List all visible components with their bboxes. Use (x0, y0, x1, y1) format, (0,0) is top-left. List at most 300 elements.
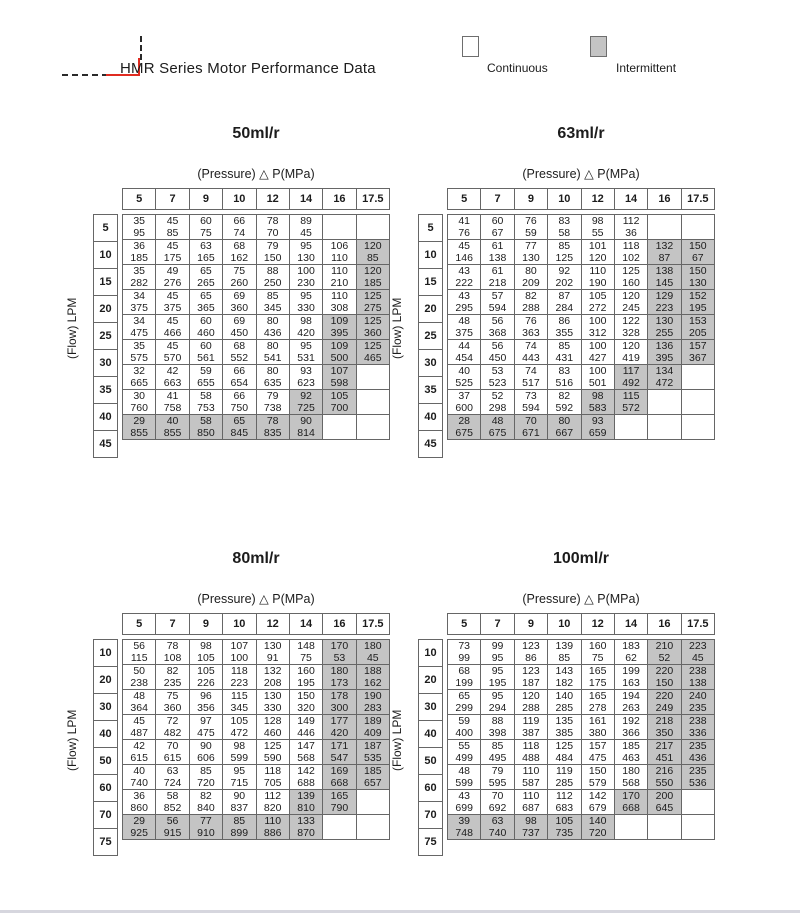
data-cell-continuous (155, 639, 189, 665)
cell-top-value: 48 (133, 690, 146, 702)
data-cell-continuous (480, 239, 514, 265)
cell-bottom-value: 173 (330, 677, 349, 689)
cell-bottom-value: 454 (455, 352, 473, 364)
cell-top-value: 185 (622, 740, 640, 752)
table-row (447, 689, 715, 715)
cell-top-value: 133 (297, 815, 315, 827)
cell-top-value: 36 (133, 240, 146, 252)
cell-top-value: 171 (330, 740, 349, 752)
data-cell-continuous (581, 789, 615, 815)
cell-top-value: 90 (300, 415, 312, 427)
cell-bottom-value: 654 (230, 377, 249, 389)
flow-header-cell: 40 (93, 403, 118, 431)
data-cell-continuous (547, 714, 581, 740)
cell-bottom-value: 536 (689, 777, 707, 789)
data-cell-continuous (289, 314, 323, 340)
table-title: 50ml/r (232, 125, 280, 142)
cell-bottom-value: 810 (297, 802, 315, 814)
data-cell-intermittent (356, 714, 390, 740)
cell-bottom-value: 59 (525, 227, 537, 239)
table-row (447, 639, 715, 665)
cell-top-value: 45 (166, 315, 179, 327)
cell-top-value: 106 (330, 240, 349, 252)
cell-top-value: 238 (689, 715, 707, 727)
data-cell-empty (647, 389, 681, 415)
legend-intermittent-label: Intermittent (616, 61, 677, 75)
cell-top-value: 35 (133, 265, 146, 277)
cell-top-value: 109 (330, 315, 349, 327)
cell-bottom-value: 235 (163, 677, 182, 689)
data-cell-continuous (447, 314, 481, 340)
cell-top-value: 98 (300, 315, 312, 327)
cell-bottom-value: 320 (297, 702, 315, 714)
cell-bottom-value: 85 (166, 227, 179, 239)
cell-bottom-value: 594 (488, 302, 507, 314)
data-cell-continuous (514, 664, 548, 690)
cell-bottom-value: 517 (522, 377, 540, 389)
cell-top-value: 60 (200, 215, 212, 227)
data-cell-intermittent (289, 389, 323, 415)
pressure-header-cell: 16 (322, 613, 356, 635)
data-cell-continuous (222, 664, 256, 690)
cell-top-value: 29 (133, 815, 146, 827)
cell-bottom-value: 163 (622, 677, 640, 689)
cell-bottom-value: 484 (555, 752, 574, 764)
pressure-header-cell: 17.5 (681, 188, 715, 210)
cell-top-value: 88 (491, 715, 504, 727)
cell-bottom-value: 420 (297, 327, 315, 339)
cell-top-value: 58 (200, 415, 212, 427)
pressure-header-cell: 5 (447, 188, 481, 210)
pressure-header-cell: 17.5 (356, 613, 390, 635)
data-cell-continuous (547, 264, 581, 290)
data-cell-continuous (581, 664, 615, 690)
cell-top-value: 82 (200, 790, 212, 802)
data-cell-continuous (155, 714, 189, 740)
cell-bottom-value: 385 (555, 727, 574, 739)
data-cell-intermittent (614, 389, 648, 415)
cell-bottom-value: 70 (266, 227, 279, 239)
data-cell-continuous (581, 714, 615, 740)
data-cell-continuous (256, 264, 290, 290)
data-cell-continuous (155, 789, 189, 815)
cell-top-value: 73 (458, 640, 471, 652)
flow-header-cell: 30 (93, 349, 118, 377)
data-cell-intermittent (480, 814, 514, 840)
data-cell-continuous (222, 214, 256, 240)
data-cell-continuous (122, 364, 156, 390)
cell-top-value: 192 (622, 715, 640, 727)
cell-bottom-value: 356 (197, 702, 215, 714)
cell-top-value: 43 (458, 790, 471, 802)
data-cell-intermittent (322, 364, 356, 390)
data-cell-continuous (514, 289, 548, 315)
cell-top-value: 169 (330, 765, 349, 777)
cell-bottom-value: 472 (230, 727, 249, 739)
cell-bottom-value: 360 (364, 327, 382, 339)
cell-bottom-value: 592 (555, 402, 574, 414)
data-cell-continuous (222, 389, 256, 415)
cell-top-value: 69 (233, 315, 246, 327)
cell-bottom-value: 160 (622, 277, 640, 289)
cell-bottom-value: 850 (197, 427, 215, 439)
data-cell-intermittent (222, 814, 256, 840)
data-cell-continuous (122, 764, 156, 790)
cell-top-value: 56 (133, 640, 146, 652)
cell-top-value: 110 (331, 265, 348, 277)
data-cell-continuous (189, 264, 223, 290)
cell-bottom-value: 715 (230, 777, 249, 789)
data-cell-empty (322, 214, 356, 240)
data-cell-continuous (122, 639, 156, 665)
data-cell-continuous (155, 389, 189, 415)
cell-bottom-value: 499 (455, 752, 473, 764)
table-row (447, 814, 715, 840)
cell-bottom-value: 285 (555, 777, 574, 789)
flow-axis-label: (Flow) LPM (65, 297, 79, 359)
flow-header-cell: 20 (418, 295, 443, 323)
cell-top-value: 35 (133, 215, 146, 227)
cell-bottom-value: 223 (655, 302, 674, 314)
cell-bottom-value: 74 (233, 227, 246, 239)
cell-bottom-value: 436 (263, 327, 282, 339)
data-cell-continuous (189, 789, 223, 815)
cell-top-value: 150 (297, 690, 315, 702)
flow-header-cell: 10 (418, 241, 443, 269)
data-cell-continuous (256, 239, 290, 265)
cell-bottom-value: 579 (588, 777, 607, 789)
cell-top-value: 83 (558, 215, 571, 227)
cell-bottom-value: 915 (163, 827, 182, 839)
cell-bottom-value: 226 (197, 677, 215, 689)
cell-bottom-value: 294 (488, 702, 507, 714)
flow-header-cell: 75 (418, 828, 443, 856)
cell-bottom-value: 852 (163, 802, 182, 814)
cell-bottom-value: 350 (655, 727, 674, 739)
cell-top-value: 125 (622, 265, 640, 277)
pressure-axis-label: (Pressure) △ P(MPa) (522, 167, 640, 181)
cell-top-value: 32 (133, 365, 146, 377)
cell-top-value: 40 (133, 765, 146, 777)
cell-bottom-value: 355 (555, 327, 574, 339)
data-cell-intermittent (222, 414, 256, 440)
data-cell-continuous (222, 239, 256, 265)
cell-top-value: 74 (525, 340, 537, 352)
cell-top-value: 100 (588, 315, 607, 327)
cell-bottom-value: 45 (366, 652, 379, 664)
cell-top-value: 65 (200, 265, 212, 277)
cell-bottom-value: 475 (130, 327, 148, 339)
cell-top-value: 110 (522, 790, 540, 802)
cell-bottom-value: 487 (130, 727, 148, 739)
cell-top-value: 140 (555, 690, 574, 702)
table-row (447, 789, 715, 815)
cell-bottom-value: 205 (689, 327, 707, 339)
cell-top-value: 183 (622, 640, 640, 652)
cell-bottom-value: 668 (622, 802, 640, 814)
cell-top-value: 100 (588, 340, 607, 352)
cell-bottom-value: 683 (555, 802, 574, 814)
cell-top-value: 85 (558, 340, 571, 352)
cell-top-value: 43 (458, 290, 471, 302)
cell-bottom-value: 738 (263, 402, 282, 414)
pressure-header-cell: 10 (222, 613, 256, 635)
flow-header-cell: 25 (418, 322, 443, 350)
cell-top-value: 78 (266, 215, 279, 227)
data-cell-continuous (480, 214, 514, 240)
data-cell-empty (322, 414, 356, 440)
cell-top-value: 125 (263, 740, 282, 752)
cell-top-value: 95 (491, 665, 504, 677)
cell-top-value: 110 (331, 290, 348, 302)
flow-header-cell: 70 (93, 801, 118, 829)
flow-header-cell: 20 (93, 295, 118, 323)
data-cell-intermittent (155, 414, 189, 440)
cell-top-value: 45 (166, 290, 179, 302)
legend-intermittent-swatch (590, 36, 607, 57)
cell-top-value: 95 (300, 290, 312, 302)
data-cell-continuous (189, 664, 223, 690)
data-cell-continuous (614, 289, 648, 315)
data-cell-continuous (480, 739, 514, 765)
cell-bottom-value: 395 (655, 352, 674, 364)
cell-bottom-value: 561 (197, 352, 215, 364)
data-cell-continuous (289, 639, 323, 665)
flow-header-cell: 5 (93, 214, 118, 242)
data-cell-continuous (222, 339, 256, 365)
cell-top-value: 189 (364, 715, 382, 727)
cell-bottom-value: 75 (300, 652, 312, 664)
cell-bottom-value: 110 (331, 252, 348, 264)
data-cell-intermittent (480, 414, 514, 440)
data-cell-continuous (480, 764, 514, 790)
cell-top-value: 69 (233, 290, 246, 302)
cell-bottom-value: 130 (522, 252, 540, 264)
cell-bottom-value: 724 (163, 777, 182, 789)
cell-bottom-value: 312 (588, 327, 607, 339)
cell-top-value: 148 (297, 640, 315, 652)
pressure-header-cell: 14 (614, 188, 648, 210)
cell-top-value: 72 (166, 715, 179, 727)
cell-bottom-value: 95 (133, 227, 146, 239)
data-cell-intermittent (322, 764, 356, 790)
cell-top-value: 128 (263, 715, 282, 727)
data-cell-continuous (256, 764, 290, 790)
data-cell-continuous (256, 639, 290, 665)
data-cell-intermittent (647, 364, 681, 390)
flow-header-cell: 40 (418, 720, 443, 748)
cell-top-value: 152 (689, 290, 707, 302)
data-cell-intermittent (647, 664, 681, 690)
data-cell-continuous (256, 314, 290, 340)
cell-top-value: 56 (166, 815, 179, 827)
data-cell-continuous (189, 689, 223, 715)
cell-bottom-value: 725 (297, 402, 315, 414)
data-cell-continuous (122, 264, 156, 290)
cell-top-value: 165 (330, 790, 349, 802)
cell-bottom-value: 855 (163, 427, 182, 439)
data-cell-intermittent (581, 414, 615, 440)
cell-top-value: 125 (555, 740, 574, 752)
cell-top-value: 120 (622, 290, 640, 302)
cell-bottom-value: 645 (655, 802, 674, 814)
cell-top-value: 240 (689, 690, 707, 702)
cell-bottom-value: 748 (455, 827, 473, 839)
cell-top-value: 112 (264, 790, 282, 802)
data-cell-continuous (122, 689, 156, 715)
data-cell-intermittent (256, 814, 290, 840)
data-cell-continuous (480, 339, 514, 365)
data-cell-intermittent (514, 414, 548, 440)
cell-top-value: 68 (233, 240, 246, 252)
data-cell-continuous (222, 789, 256, 815)
cell-bottom-value: 623 (297, 377, 315, 389)
pressure-header-cell: 16 (647, 613, 681, 635)
data-cell-continuous (581, 314, 615, 340)
cell-bottom-value: 308 (330, 302, 349, 314)
data-cell-intermittent (289, 814, 323, 840)
data-cell-continuous (514, 339, 548, 365)
data-cell-continuous (447, 364, 481, 390)
cell-bottom-value: 195 (297, 677, 315, 689)
flow-header-column (418, 214, 443, 458)
pressure-header-cell: 17.5 (681, 613, 715, 635)
data-cell-continuous (514, 714, 548, 740)
data-cell-continuous (581, 264, 615, 290)
data-grid (447, 639, 715, 840)
data-cell-continuous (514, 314, 548, 340)
cell-bottom-value: 75 (200, 227, 212, 239)
cell-bottom-value: 599 (230, 752, 249, 764)
cell-bottom-value: 146 (455, 252, 473, 264)
cell-bottom-value: 202 (555, 277, 574, 289)
cell-top-value: 132 (655, 240, 674, 252)
cell-top-value: 76 (525, 215, 537, 227)
cell-bottom-value: 599 (455, 777, 473, 789)
cell-bottom-value: 375 (163, 302, 182, 314)
cell-bottom-value: 150 (263, 252, 282, 264)
data-cell-continuous (547, 364, 581, 390)
pressure-header-cell: 10 (547, 613, 581, 635)
cell-bottom-value: 552 (230, 352, 249, 364)
cell-bottom-value: 870 (297, 827, 315, 839)
flow-header-cell: 30 (418, 349, 443, 377)
cell-top-value: 68 (233, 340, 246, 352)
cell-top-value: 70 (491, 790, 504, 802)
cell-top-value: 210 (655, 640, 674, 652)
cell-top-value: 115 (230, 690, 248, 702)
cell-top-value: 130 (263, 640, 282, 652)
cell-bottom-value: 845 (230, 427, 249, 439)
cell-bottom-value: 130 (297, 252, 315, 264)
pressure-header-cell: 14 (289, 188, 323, 210)
logo-dashed-horizontal-line (62, 74, 108, 76)
cell-top-value: 36 (133, 790, 146, 802)
data-cell-intermittent (681, 739, 715, 765)
cell-top-value: 48 (491, 415, 504, 427)
cell-top-value: 139 (555, 640, 574, 652)
data-cell-continuous (614, 639, 648, 665)
data-cell-continuous (122, 239, 156, 265)
data-grid (122, 639, 390, 840)
data-cell-continuous (547, 314, 581, 340)
data-cell-continuous (189, 339, 223, 365)
cell-top-value: 142 (588, 790, 607, 802)
cell-top-value: 120 (364, 240, 382, 252)
flow-header-cell: 25 (93, 322, 118, 350)
flow-header-column (93, 639, 118, 856)
cell-top-value: 49 (166, 265, 179, 277)
flow-header-cell: 20 (418, 666, 443, 694)
cell-bottom-value: 288 (522, 302, 540, 314)
data-cell-continuous (222, 364, 256, 390)
cell-bottom-value: 600 (455, 402, 473, 414)
cell-top-value: 180 (622, 765, 640, 777)
cell-top-value: 90 (200, 740, 212, 752)
pressure-header-cell: 12 (256, 613, 290, 635)
data-cell-empty (681, 814, 715, 840)
cell-bottom-value: 735 (555, 827, 574, 839)
cell-top-value: 117 (622, 365, 640, 377)
cell-bottom-value: 720 (197, 777, 215, 789)
cell-bottom-value: 238 (130, 677, 148, 689)
data-cell-continuous (581, 739, 615, 765)
data-cell-empty (681, 789, 715, 815)
cell-top-value: 118 (230, 665, 248, 677)
data-cell-continuous (289, 214, 323, 240)
cell-bottom-value: 516 (555, 377, 574, 389)
cell-top-value: 165 (588, 665, 607, 677)
data-cell-continuous (614, 214, 648, 240)
cell-bottom-value: 138 (488, 252, 507, 264)
cell-top-value: 60 (200, 315, 212, 327)
data-cell-continuous (322, 289, 356, 315)
pressure-header-cell: 9 (189, 188, 223, 210)
data-cell-continuous (256, 364, 290, 390)
cell-bottom-value: 665 (130, 377, 148, 389)
cell-bottom-value: 720 (588, 827, 607, 839)
data-cell-continuous (614, 764, 648, 790)
cell-top-value: 199 (622, 665, 640, 677)
cell-bottom-value: 209 (522, 277, 540, 289)
cell-top-value: 57 (491, 290, 504, 302)
cell-top-value: 63 (200, 240, 212, 252)
cell-bottom-value: 368 (488, 327, 507, 339)
cell-top-value: 85 (558, 240, 571, 252)
pressure-header-cell: 10 (547, 188, 581, 210)
data-cell-empty (614, 414, 648, 440)
cell-top-value: 200 (655, 790, 674, 802)
flow-header-cell: 15 (93, 268, 118, 296)
cell-bottom-value: 185 (130, 252, 148, 264)
cell-top-value: 90 (233, 790, 246, 802)
cell-top-value: 74 (525, 365, 537, 377)
data-cell-continuous (256, 664, 290, 690)
cell-top-value: 78 (166, 640, 179, 652)
cell-top-value: 34 (133, 315, 146, 327)
cell-top-value: 66 (233, 215, 246, 227)
cell-bottom-value: 700 (330, 402, 349, 414)
flow-header-cell: 60 (418, 774, 443, 802)
cell-top-value: 110 (522, 765, 540, 777)
flow-header-cell: 50 (93, 747, 118, 775)
cell-top-value: 59 (200, 365, 212, 377)
data-cell-intermittent (581, 389, 615, 415)
cell-top-value: 61 (491, 240, 504, 252)
cell-top-value: 41 (166, 390, 179, 402)
data-cell-intermittent (356, 739, 390, 765)
data-cell-empty (356, 414, 390, 440)
